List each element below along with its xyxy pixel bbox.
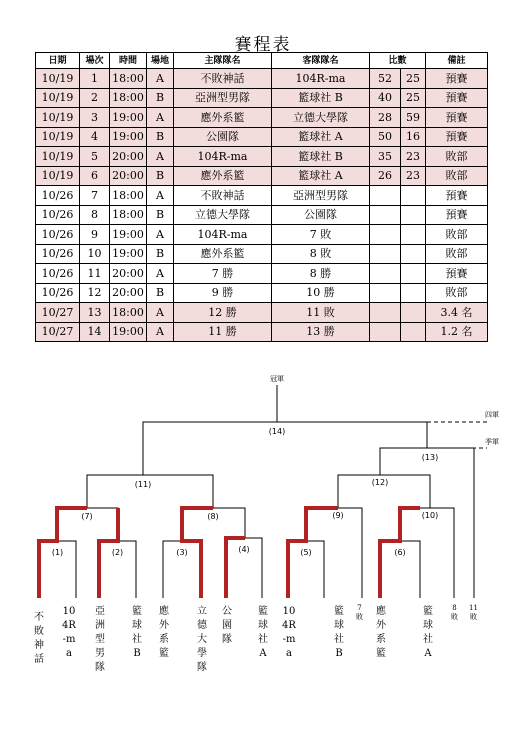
cell-note: 敗部 [426, 166, 488, 186]
cell-date: 10/27 [36, 322, 80, 342]
bracket-team-label: 籃球社B [334, 606, 344, 659]
header-note: 備註 [426, 53, 488, 69]
game-label: (11) [134, 480, 152, 489]
cell-game-no: 9 [80, 225, 110, 245]
cell-court: A [147, 303, 174, 323]
cell-time: 20:00 [110, 147, 147, 167]
cell-date: 10/19 [36, 108, 80, 128]
cell-time: 20:00 [110, 166, 147, 186]
game-label: (9) [332, 511, 344, 520]
cell-away-team: 8 敗 [272, 244, 370, 264]
page-title: 賽程表 [234, 35, 292, 55]
cell-time: 18:00 [110, 69, 147, 89]
cell-note: 預賽 [426, 264, 488, 284]
cell-away-team: 7 敗 [272, 225, 370, 245]
cell-score-away: 16 [401, 127, 426, 147]
cell-home-team: 11 勝 [174, 322, 272, 342]
cell-away-team: 籃球社 A [272, 166, 370, 186]
cell-date: 10/26 [36, 244, 80, 264]
header-home-team: 主隊隊名 [174, 53, 272, 69]
game-label: (3) [176, 548, 188, 557]
cell-game-no: 14 [80, 322, 110, 342]
bracket-team-label: 籃球社A [423, 606, 433, 659]
game-label: (5) [300, 548, 312, 557]
cell-home-team: 應外系籃 [174, 244, 272, 264]
cell-home-team: 9 勝 [174, 283, 272, 303]
cell-away-team: 亞洲型男隊 [272, 186, 370, 206]
cell-score-home: 28 [370, 108, 401, 128]
cell-note: 敗部 [426, 225, 488, 245]
cell-time: 18:00 [110, 88, 147, 108]
cell-score-away: 23 [401, 166, 426, 186]
bracket-team-label: 不敗神話 [34, 612, 44, 665]
game-label: (2) [111, 548, 124, 557]
bracket-team-label: 立德大學隊 [197, 606, 207, 673]
cell-time: 20:00 [110, 283, 147, 303]
cell-note: 預賽 [426, 88, 488, 108]
header-time: 時間 [110, 53, 147, 69]
cell-game-no: 4 [80, 127, 110, 147]
bracket-match-line [400, 508, 454, 598]
cell-home-team: 12 勝 [174, 303, 272, 323]
cell-score-home: 50 [370, 127, 401, 147]
cell-note: 預賽 [426, 186, 488, 206]
cell-game-no: 12 [80, 283, 110, 303]
game-label: (14) [268, 427, 286, 436]
cell-home-team: 104R-ma [174, 147, 272, 167]
cell-court: B [147, 244, 174, 264]
cell-home-team: 公園隊 [174, 127, 272, 147]
cell-score-away: 59 [401, 108, 426, 128]
cell-date: 10/26 [36, 225, 80, 245]
header-court: 場地 [147, 53, 174, 69]
cell-note: 預賽 [426, 69, 488, 89]
bracket-team-label: 應外系籃 [376, 606, 386, 659]
cell-game-no: 1 [80, 69, 110, 89]
cell-time: 18:00 [110, 205, 147, 225]
cell-away-team: 籃球社 B [272, 88, 370, 108]
cell-court: A [147, 264, 174, 284]
cell-court: B [147, 88, 174, 108]
cell-time: 19:00 [110, 225, 147, 245]
third-label: 季軍 [485, 438, 499, 446]
cell-score-home: 26 [370, 166, 401, 186]
cell-date: 10/26 [36, 264, 80, 284]
bracket-team-label: 7敗 [356, 604, 363, 621]
cell-time: 18:00 [110, 186, 147, 206]
cell-court: B [147, 166, 174, 186]
cell-note: 預賽 [426, 205, 488, 225]
cell-court: A [147, 108, 174, 128]
cell-score-home: 40 [370, 88, 401, 108]
header-date: 日期 [36, 53, 80, 69]
cell-court: B [147, 127, 174, 147]
cell-note: 敗部 [426, 283, 488, 303]
bracket-match-line [380, 448, 474, 598]
header-score: 比數 [370, 53, 426, 69]
cell-away-team: 104R-ma [272, 69, 370, 89]
game-label: (8) [207, 512, 219, 521]
cell-date: 10/26 [36, 283, 80, 303]
cell-game-no: 5 [80, 147, 110, 167]
cell-game-no: 3 [80, 108, 110, 128]
cell-date: 10/26 [36, 205, 80, 225]
header-game-no: 場次 [80, 53, 110, 69]
cell-away-team: 公園隊 [272, 205, 370, 225]
cell-time: 19:00 [110, 108, 147, 128]
cell-home-team: 7 勝 [174, 264, 272, 284]
bracket-team-label: 11敗 [469, 604, 478, 621]
cell-note: 預賽 [426, 108, 488, 128]
game-label: (12) [371, 478, 389, 487]
champion-label: 冠軍 [270, 375, 284, 383]
cell-time: 19:00 [110, 244, 147, 264]
cell-court: A [147, 322, 174, 342]
cell-time: 19:00 [110, 322, 147, 342]
cell-game-no: 10 [80, 244, 110, 264]
cell-court: B [147, 283, 174, 303]
cell-time: 20:00 [110, 264, 147, 284]
fourth-label: 四軍 [485, 411, 499, 419]
winner-path [288, 508, 338, 598]
cell-score-home: 35 [370, 147, 401, 167]
bracket-team-label: 籃球社B [132, 606, 142, 659]
game-label: (10) [421, 511, 439, 520]
cell-date: 10/19 [36, 166, 80, 186]
cell-home-team: 104R-ma [174, 225, 272, 245]
game-label: (4) [238, 545, 250, 554]
cell-note: 敗部 [426, 147, 488, 167]
cell-time: 19:00 [110, 127, 147, 147]
bracket-team-label: 亞洲型男隊 [95, 606, 105, 673]
cell-game-no: 7 [80, 186, 110, 206]
cell-game-no: 11 [80, 264, 110, 284]
cell-date: 10/27 [36, 303, 80, 323]
bracket-team-label: 8敗 [451, 604, 458, 621]
cell-score-away: 25 [401, 88, 426, 108]
bracket-team-label: 應外系籃 [159, 606, 169, 659]
cell-game-no: 8 [80, 205, 110, 225]
cell-home-team: 亞洲型男隊 [174, 88, 272, 108]
cell-game-no: 2 [80, 88, 110, 108]
cell-court: A [147, 186, 174, 206]
cell-away-team: 13 勝 [272, 322, 370, 342]
cell-home-team: 應外系籃 [174, 166, 272, 186]
cell-away-team: 10 勝 [272, 283, 370, 303]
cell-home-team: 不敗神話 [174, 186, 272, 206]
game-label: (6) [394, 548, 406, 557]
cell-note: 預賽 [426, 127, 488, 147]
cell-date: 10/19 [36, 147, 80, 167]
bracket-team-label: 104R-ma [62, 606, 76, 659]
cell-score-away: 23 [401, 147, 426, 167]
cell-home-team: 不敗神話 [174, 69, 272, 89]
cell-home-team: 立德大學隊 [174, 205, 272, 225]
cell-note: 敗部 [426, 244, 488, 264]
bracket-team-label: 公園隊 [222, 606, 232, 645]
cell-away-team: 籃球社 A [272, 127, 370, 147]
cell-date: 10/26 [36, 186, 80, 206]
game-label: (1) [51, 548, 64, 557]
cell-note: 3.4 名 [426, 303, 488, 323]
game-label: (13) [421, 453, 439, 462]
cell-game-no: 6 [80, 166, 110, 186]
cell-court: A [147, 147, 174, 167]
cell-date: 10/19 [36, 69, 80, 89]
cell-court: A [147, 69, 174, 89]
cell-away-team: 籃球社 B [272, 147, 370, 167]
cell-date: 10/19 [36, 127, 80, 147]
cell-away-team: 立德大學隊 [272, 108, 370, 128]
game-label: (7) [81, 512, 93, 521]
header-away-team: 客隊隊名 [272, 53, 370, 69]
cell-time: 18:00 [110, 303, 147, 323]
cell-score-home: 52 [370, 69, 401, 89]
cell-date: 10/19 [36, 88, 80, 108]
cell-court: B [147, 205, 174, 225]
cell-note: 1.2 名 [426, 322, 488, 342]
cell-away-team: 8 勝 [272, 264, 370, 284]
bracket-team-label: 籃球社A [258, 606, 268, 659]
cell-away-team: 11 敗 [272, 303, 370, 323]
cell-score-away: 25 [401, 69, 426, 89]
cell-home-team: 應外系籃 [174, 108, 272, 128]
cell-court: A [147, 225, 174, 245]
bracket-match-line [306, 508, 362, 598]
cell-game-no: 13 [80, 303, 110, 323]
bracket-team-label: 104R-ma [282, 606, 296, 659]
